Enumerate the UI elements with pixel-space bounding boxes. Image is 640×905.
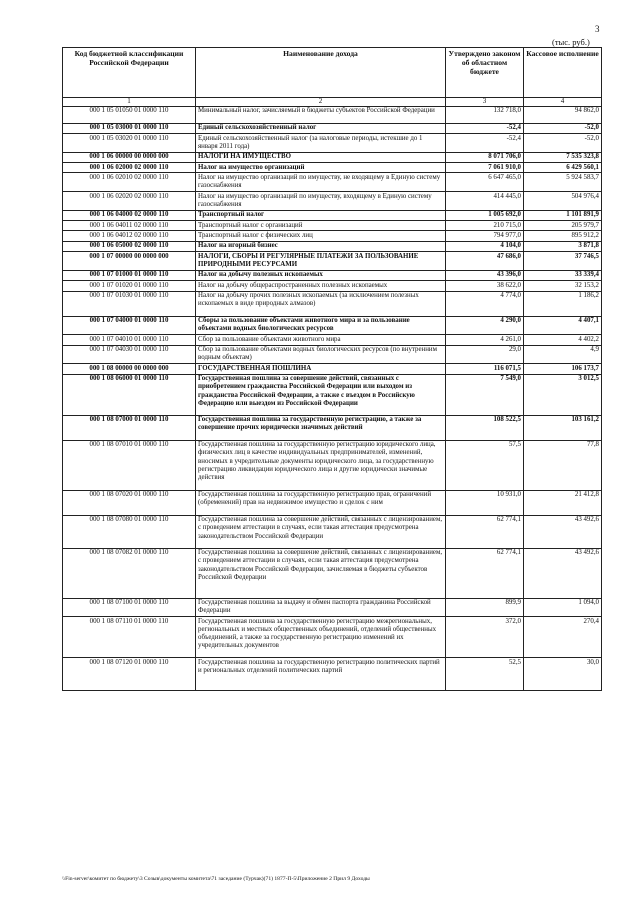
row-approved: 108 522,5 <box>446 415 524 440</box>
row-approved: 7 549,0 <box>446 374 524 415</box>
row-approved: 4 104,0 <box>446 241 524 251</box>
table-row <box>63 173 602 192</box>
row-executed: 4,9 <box>524 345 602 364</box>
header-executed: Кассовое исполнение <box>524 48 602 98</box>
row-executed: 43 492,6 <box>524 548 602 598</box>
row-approved: 899,9 <box>446 598 524 617</box>
column-number: 4 <box>524 98 602 107</box>
table-row <box>63 281 602 291</box>
table-row <box>63 364 602 374</box>
row-executed: 33 339,4 <box>524 270 602 280</box>
row-executed: 895 912,2 <box>524 231 602 241</box>
row-name: Сборы за пользование объектами животного мира и за пользование объектами водных биологических ресурсов <box>196 316 446 335</box>
row-executed: 3 871,8 <box>524 241 602 251</box>
row-name: Минимальный налог, зачисляемый в бюджеты субъектов Российской Федерации <box>196 106 446 123</box>
table-row <box>63 152 602 162</box>
row-name: Государственная пошлина за совершение действий, связанных с лицензированием, с проведением аттестации в случаях, если такая аттестация предусмотрена законодательством Российской Федерации <box>196 515 446 548</box>
row-code: 000 1 07 01000 01 0000 110 <box>63 270 196 280</box>
row-approved: 43 396,0 <box>446 270 524 280</box>
row-approved: 116 071,5 <box>446 364 524 374</box>
row-code: 000 1 07 01020 01 0000 110 <box>63 281 196 291</box>
row-approved: 62 774,1 <box>446 515 524 548</box>
table-row <box>63 221 602 231</box>
row-code: 000 1 06 04000 02 0000 110 <box>63 210 196 220</box>
row-executed: 1 101 891,9 <box>524 210 602 220</box>
row-approved: 210 715,0 <box>446 221 524 231</box>
row-code: 000 1 07 04000 01 0000 110 <box>63 316 196 335</box>
row-code: 000 1 08 00000 00 0000 000 <box>63 364 196 374</box>
page-number: 3 <box>595 24 600 34</box>
row-name: НАЛОГИ, СБОРЫ И РЕГУЛЯРНЫЕ ПЛАТЕЖИ ЗА ПОЛЬЗОВАНИЕ ПРИРОДНЫМИ РЕСУРСАМИ <box>196 252 446 271</box>
row-name: НАЛОГИ НА ИМУЩЕСТВО <box>196 152 446 162</box>
row-name: Государственная пошлина за государственную регистрацию, а также за совершение прочих юридически значимых действий <box>196 415 446 440</box>
row-executed: 43 492,6 <box>524 515 602 548</box>
row-name: Государственная пошлина за совершение действий, связанных с лицензированием, с проведением аттестации в случаях, если такая аттестация предусмотрена законодательством Российской Федерации, зачисляемая в бюджеты субъектов Российской Федерации <box>196 548 446 598</box>
table-row <box>63 658 602 691</box>
table-row <box>63 374 602 415</box>
row-code: 000 1 08 07020 01 0000 110 <box>63 490 196 515</box>
row-code: 000 1 06 02020 02 0000 110 <box>63 192 196 211</box>
row-name: Транспортный налог с физических лиц <box>196 231 446 241</box>
table-row <box>63 291 602 316</box>
table-row <box>63 515 602 548</box>
row-approved: 10 931,0 <box>446 490 524 515</box>
row-executed: 94 862,0 <box>524 106 602 123</box>
table-row <box>63 415 602 440</box>
row-approved: 372,0 <box>446 617 524 658</box>
row-code: 000 1 06 05000 02 0000 110 <box>63 241 196 251</box>
table-row <box>63 548 602 598</box>
row-approved: 414 445,0 <box>446 192 524 211</box>
row-approved: 38 622,0 <box>446 281 524 291</box>
row-approved: 6 647 465,0 <box>446 173 524 192</box>
row-name: Государственная пошлина за государственную регистрацию межрегиональных, региональных и местных общественных объединений, отделений общественных объединений, а также за государственную регистрацию изменений их учредительных документов <box>196 617 446 658</box>
table-row <box>63 598 602 617</box>
row-approved: 4 290,0 <box>446 316 524 335</box>
row-executed: 1 094,0 <box>524 598 602 617</box>
row-name: Единый сельскохозяйственный налог <box>196 123 446 133</box>
row-name: Государственная пошлина за выдачу и обмен паспорта гражданина Российской Федерации <box>196 598 446 617</box>
row-name: Налог на добычу полезных ископаемых <box>196 270 446 280</box>
row-code: 000 1 08 07120 01 0000 110 <box>63 658 196 691</box>
row-executed: 6 429 560,1 <box>524 163 602 173</box>
table-row <box>63 123 602 133</box>
row-name: Транспортный налог <box>196 210 446 220</box>
table-row <box>63 617 602 658</box>
table-row <box>63 241 602 251</box>
row-approved: 794 977,0 <box>446 231 524 241</box>
column-number: 2 <box>196 98 446 107</box>
row-executed: 32 153,2 <box>524 281 602 291</box>
row-code: 000 1 06 00000 00 0000 000 <box>63 152 196 162</box>
row-executed: 77,8 <box>524 440 602 490</box>
table-row <box>63 490 602 515</box>
row-executed: 7 535 323,8 <box>524 152 602 162</box>
header-name: Наименование дохода <box>196 48 446 98</box>
row-name: Налог на имущество организаций по имуществу, входящему в Единую систему газоснабжения <box>196 192 446 211</box>
row-name: Транспортный налог с организаций <box>196 221 446 231</box>
row-executed: 37 746,5 <box>524 252 602 271</box>
header-approved: Утверждено законом об областном бюджете <box>446 48 524 98</box>
row-code: 000 1 08 07110 01 0000 110 <box>63 617 196 658</box>
table-row <box>63 316 602 335</box>
row-name: Налог на имущество организаций по имуществу, не входящему в Единую систему газоснабжения <box>196 173 446 192</box>
table-row <box>63 252 602 271</box>
table-row <box>63 270 602 280</box>
row-code: 000 1 08 07010 01 0000 110 <box>63 440 196 490</box>
row-code: 000 1 05 03020 01 0000 110 <box>63 134 196 153</box>
row-name: Налог на имущество организаций <box>196 163 446 173</box>
column-number: 3 <box>446 98 524 107</box>
row-approved: 29,0 <box>446 345 524 364</box>
row-name: Налог на игорный бизнес <box>196 241 446 251</box>
row-name: Налог на добычу прочих полезных ископаемых (за исключением полезных ископаемых в виде природных алмазов) <box>196 291 446 316</box>
row-code: 000 1 07 04010 01 0000 110 <box>63 335 196 345</box>
row-approved: 57,5 <box>446 440 524 490</box>
row-name: Государственная пошлина за совершение действий, связанных с приобретением гражданства Российской Федерации или выходом из гражданства Российской Федерации, а также с въездом в Российскую Федерацию или выездом из Российской Федерации <box>196 374 446 415</box>
units-label: (тыс. руб.) <box>552 37 590 47</box>
row-code: 000 1 06 02000 02 0000 110 <box>63 163 196 173</box>
row-executed: 21 412,8 <box>524 490 602 515</box>
row-executed: 270,4 <box>524 617 602 658</box>
row-approved: 4 774,0 <box>446 291 524 316</box>
table-row <box>63 335 602 345</box>
row-approved: 8 071 706,0 <box>446 152 524 162</box>
row-executed: -52,0 <box>524 134 602 153</box>
row-code: 000 1 08 07082 01 0000 110 <box>63 548 196 598</box>
row-code: 000 1 06 04011 02 0000 110 <box>63 221 196 231</box>
table-body <box>63 106 602 690</box>
row-executed: 30,0 <box>524 658 602 691</box>
revenue-table <box>62 47 602 691</box>
row-executed: 1 186,2 <box>524 291 602 316</box>
row-name: Государственная пошлина за государственную регистрацию политических партий и региональных отделений политических партий <box>196 658 446 691</box>
row-code: 000 1 08 07000 01 0000 110 <box>63 415 196 440</box>
table-header-row <box>63 48 602 98</box>
row-name: Государственная пошлина за государственную регистрацию прав, ограничений (обременений) прав на недвижимое имущество и сделок с ним <box>196 490 446 515</box>
table-row <box>63 163 602 173</box>
row-executed: 205 979,7 <box>524 221 602 231</box>
row-code: 000 1 08 07080 01 0000 110 <box>63 515 196 548</box>
row-approved: 132 718,0 <box>446 106 524 123</box>
table-row <box>63 192 602 211</box>
row-executed: 4 402,2 <box>524 335 602 345</box>
table-row <box>63 210 602 220</box>
row-executed: 103 161,2 <box>524 415 602 440</box>
row-approved: 52,5 <box>446 658 524 691</box>
row-executed: 504 976,4 <box>524 192 602 211</box>
row-name: Государственная пошлина за государственную регистрацию юридического лица, физических лиц в качестве индивидуальных предпринимателей, изменений, вносимых в учредительные документы юридического лица, за государственную регистрацию ликвидации юридического лица и другие юридически значимые действия <box>196 440 446 490</box>
row-approved: -52,4 <box>446 123 524 133</box>
row-approved: 62 774,1 <box>446 548 524 598</box>
row-approved: 47 686,0 <box>446 252 524 271</box>
row-name: Сбор за пользование объектами водных биологических ресурсов (по внутренним водным объектам) <box>196 345 446 364</box>
row-executed: 4 407,1 <box>524 316 602 335</box>
row-code: 000 1 08 06000 01 0000 110 <box>63 374 196 415</box>
row-approved: 4 261,0 <box>446 335 524 345</box>
file-path-footer: \\Fin-server\комитет по бюджету\3 Созыв\документы комитета\71 заседание (Турчак)(71) 1877-П-5\Приложение 2 Прил 9 Доходы <box>62 876 370 882</box>
row-executed: -52,0 <box>524 123 602 133</box>
row-code: 000 1 05 01050 01 0000 110 <box>63 106 196 123</box>
row-code: 000 1 07 00000 00 0000 000 <box>63 252 196 271</box>
column-number: 1 <box>63 98 196 107</box>
header-code: Код бюджетной классификации Российской Федерации <box>63 48 196 98</box>
row-code: 000 1 06 04012 02 0000 110 <box>63 231 196 241</box>
table-row <box>63 440 602 490</box>
table-row <box>63 134 602 153</box>
row-name: ГОСУДАРСТВЕННАЯ ПОШЛИНА <box>196 364 446 374</box>
row-code: 000 1 08 07100 01 0000 110 <box>63 598 196 617</box>
row-approved: 7 061 910,0 <box>446 163 524 173</box>
row-code: 000 1 06 02010 02 0000 110 <box>63 173 196 192</box>
row-executed: 3 012,5 <box>524 374 602 415</box>
row-approved: -52,4 <box>446 134 524 153</box>
row-name: Сбор за пользование объектами животного мира <box>196 335 446 345</box>
row-approved: 1 005 692,0 <box>446 210 524 220</box>
row-name: Налог на добычу общераспространенных полезных ископаемых <box>196 281 446 291</box>
column-numbers-row <box>63 98 602 107</box>
table-row <box>63 106 602 123</box>
row-code: 000 1 05 03000 01 0000 110 <box>63 123 196 133</box>
table-row <box>63 231 602 241</box>
row-code: 000 1 07 04030 01 0000 110 <box>63 345 196 364</box>
table-row <box>63 345 602 364</box>
row-code: 000 1 07 01030 01 0000 110 <box>63 291 196 316</box>
row-executed: 5 924 583,7 <box>524 173 602 192</box>
row-executed: 106 173,7 <box>524 364 602 374</box>
row-name: Единый сельскохозяйственный налог (за налоговые периоды, истекшие до 1 января 2011 года) <box>196 134 446 153</box>
